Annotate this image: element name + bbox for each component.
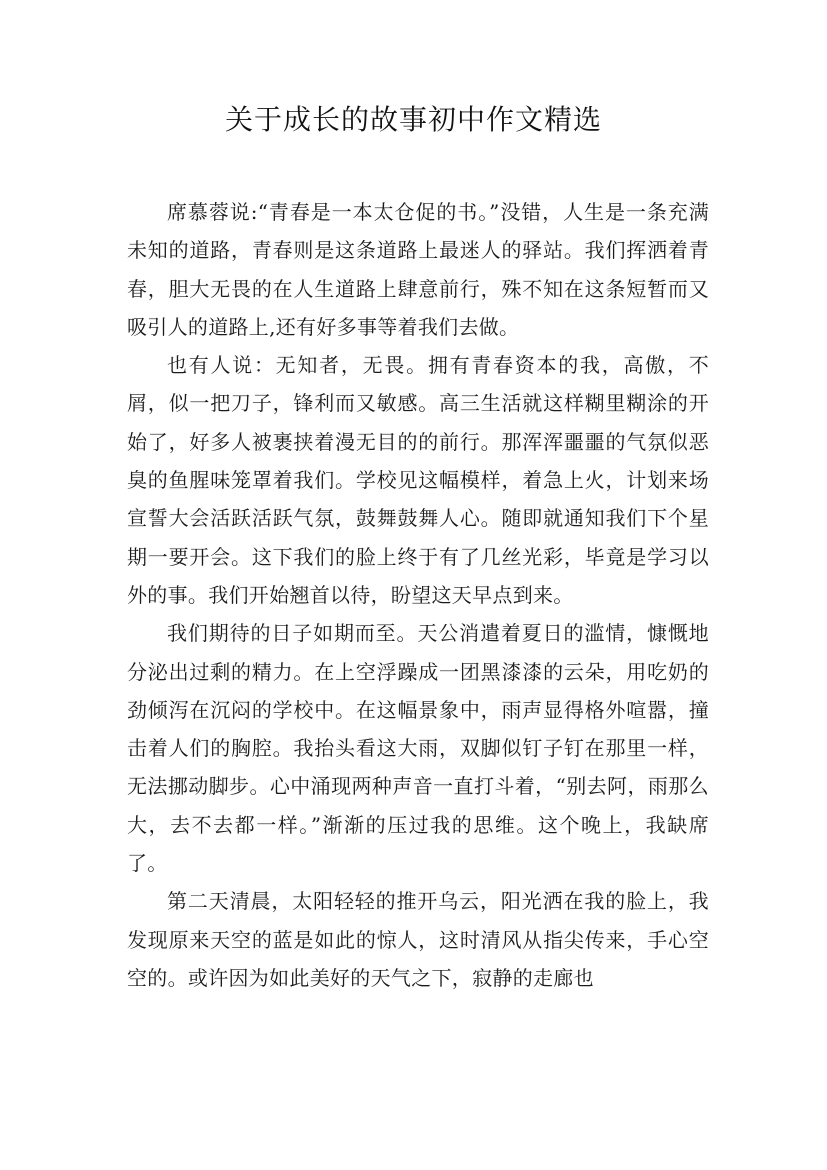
- document-body: [127, 193, 709, 997]
- paragraph-1: 席慕蓉说:“青春是一本太仓促的书。”没错，人生是一条充满未知的道路，青春则是这条道路上最迷人的驿站。我们挥洒着青春，胆大无畏的在人生道路上肆意前行，殊不知在这条短暂而又吸引人的道路上,还有好多事等着我们去做。: [127, 200, 709, 339]
- document-title: 关于成长的故事初中作文精选: [224, 103, 602, 136]
- paragraph-2: 也有人说：无知者，无畏。拥有青春资本的我，高傲，不屑，似一把刀子，锋利而又敏感。高三生活就这样糊里糊涂的开始了，好多人被裹挟着漫无目的的前行。那浑浑噩噩的气氛似恶臭的鱼腥味笼罩着我们。学校见这幅模样，着急上火，计划来场宣誓大会活跃活跃气氛，鼓舞鼓舞人心。随即就通知我们下个星期一要开会。这下我们的脸上终于有了几丝光彩，毕竟是学习以外的事。我们开始翘首以待，盼望这天早点到来。: [127, 353, 709, 607]
- paragraph-4: 第二天清晨，太阳轻轻的推开乌云，阳光洒在我的脸上，我发现原来天空的蓝是如此的惊人，这时清风从指尖传来，手心空空的。或许因为如此美好的天气之下，寂静的走廊也: [127, 889, 709, 990]
- paragraph-3: 我们期待的日子如期而至。天公消遣着夏日的滥情，慷慨地分泌出过剩的精力。在上空浮躁成一团黑漆漆的云朵，用吃奶的劲倾泻在沉闷的学校中。在这幅景象中，雨声显得格外喧嚣，撞击着人们的胸腔。我抬头看这大雨，双脚似钉子钉在那里一样，无法挪动脚步。心中涌现两种声音一直打斗着，“别去阿，雨那么大，去不去都一样。”渐渐的压过我的思维。这个晚上，我缺席了。: [127, 621, 709, 876]
